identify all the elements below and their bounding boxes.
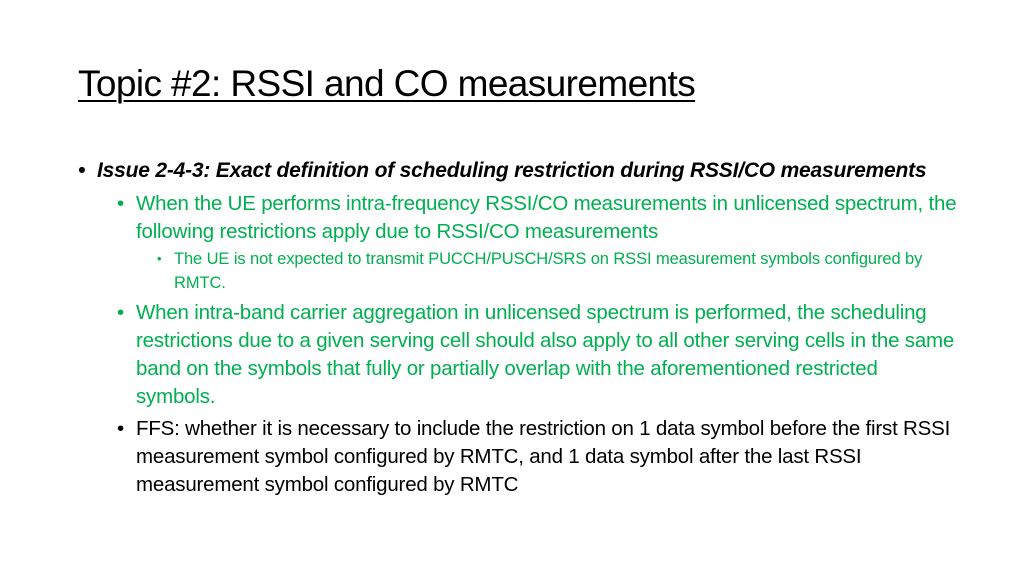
- slide-title: Topic #2: RSSI and CO measurements: [78, 63, 696, 104]
- bullet-glyph: •: [157, 251, 162, 266]
- bullet-glyph: •: [78, 159, 86, 182]
- bullet-item-text: When the UE performs intra-frequency RSSI/CO measurements in unlicensed spectrum, the following restrictions apply due to RSSI/CO measurements: [136, 192, 957, 243]
- bullet-item-text: The UE is not expected to transmit PUCCH/PUSCH/SRS on RSSI measurement symbols configured by RMTC.: [174, 250, 923, 292]
- bullet-glyph: •: [117, 301, 124, 324]
- bullet-item-intra-frequency: [78, 190, 958, 246]
- bullet-item-ffs: [78, 415, 958, 499]
- bullet-item-pucch-restriction: [78, 247, 958, 295]
- slide-body: [78, 156, 958, 499]
- bullet-item-text: When intra-band carrier aggregation in unlicensed spectrum is performed, the scheduling restrictions due to a given serving cell should also apply to all other serving cells in the same band on the symbols that fully or partially overlap with the aforementioned restricted symbols.: [136, 301, 955, 408]
- bullet-item-text: FFS: whether it is necessary to include the restriction on 1 data symbol before the first RSSI measurement symbol configured by RMTC, and 1 data symbol after the last RSSI measurement symbol configured by RMTC: [136, 417, 951, 496]
- bullet-item-intra-band-ca: [78, 299, 958, 411]
- bullet-glyph: •: [117, 192, 124, 215]
- bullet-glyph: •: [117, 417, 124, 440]
- bullet-item-text: Issue 2-4-3: Exact definition of scheduling restriction during RSSI/CO measurements: [97, 159, 927, 182]
- bullet-item-issue: [78, 156, 958, 186]
